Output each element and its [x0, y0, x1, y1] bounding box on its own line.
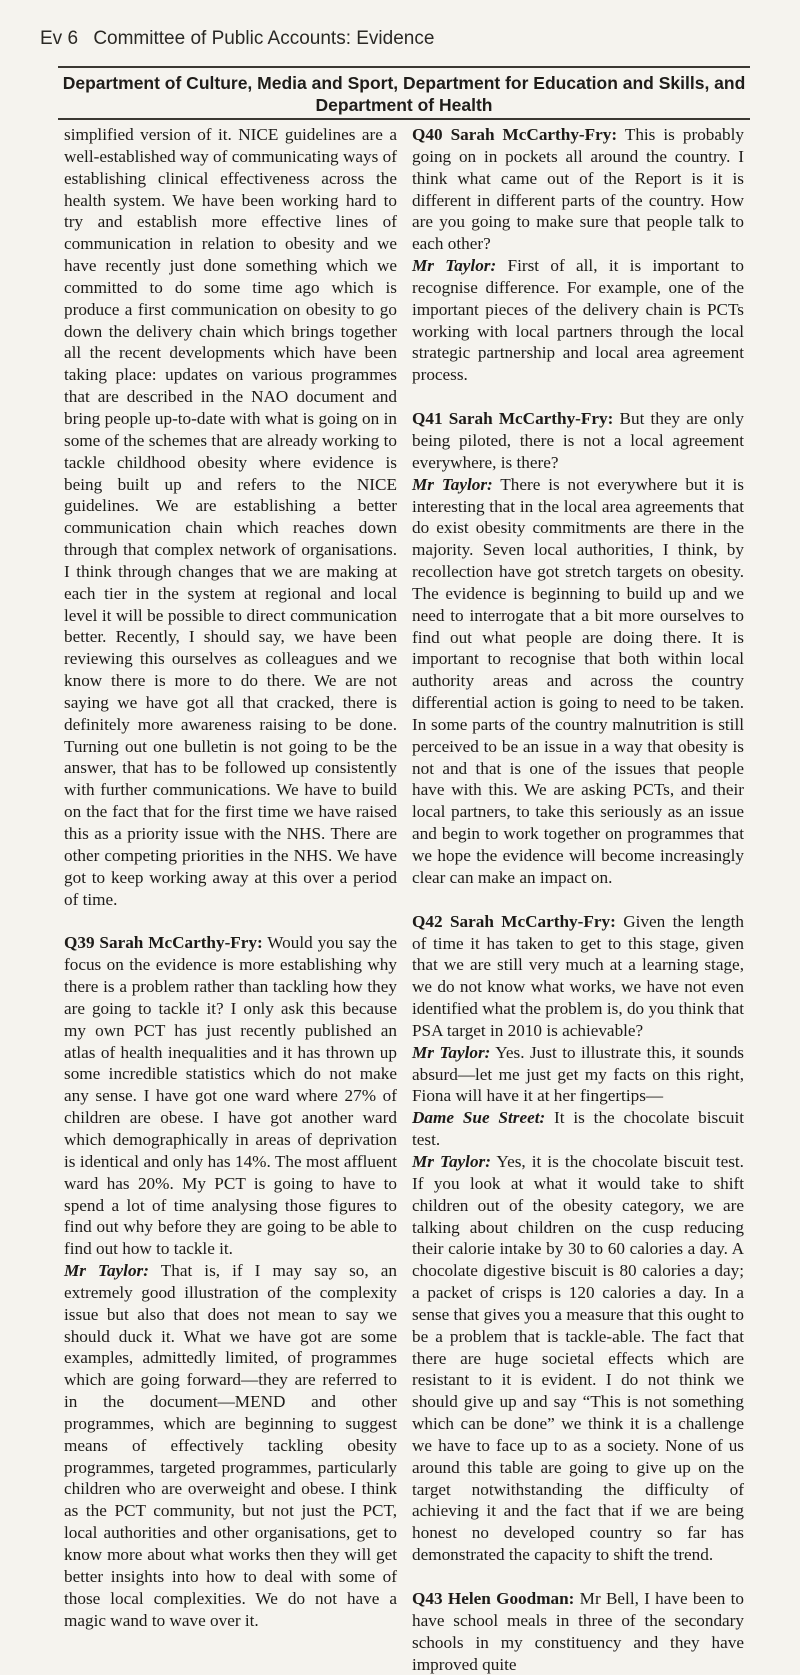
paragraph-gap: [412, 889, 744, 911]
question-43-label: Q43 Helen Goodman:: [412, 1589, 575, 1608]
answer-41-text: There is not everywhere but it is interesting that in the local area agreements that do exist obesity commitments are there in the majority. Seven local authorities, I think, by recollection have got stretch targets on obesity. The evidence is beginning to build up and we need to interrogate that a bit more ourselves to find out what people are doing there. It is important to recognise that both within local authority areas and across the country differential action is going to need to be taken. In some parts of the country malnutrition is still perceived to be an issue in a way that obesity is not and that is one of the issues that people have with this. We are asking PCTs, and their local partners, to take this seriously as an issue and begin to work together on programmes that we hope the evidence will become increasingly clear can make an impact on.: [412, 474, 744, 887]
left-column: [64, 124, 397, 1631]
answer-39: [64, 1260, 397, 1631]
witness-taylor-label: Mr Taylor:: [412, 474, 493, 494]
answer-continued: simplified version of it. NICE guidelines are a well-established way of communicating ways of establishing clinical effectiveness across the health system. We have been working hard to try and establish more effective lines of communication in relation to obesity and we have recently just done something which we committed to do some time ago which is produce a first communication on obesity to go down the delivery chain which brings together all the recent developments which have been taking place: updates on various programmes that are described in the NAO document and bring people up-to-date with what is going on in some of the schemes that are already working to tackle childhood obesity where evidence is being built up and refers to the NICE guidelines. We are establishing a better communication chain which reaches down through that complex network of organisations. I think through changes that we are making at each tier in the system at regional and local level it will be possible to direct communication better. Recently, I should say, we have been reviewing this ourselves as colleagues and we know there is more to do there. We are not saying we have got all that cracked, there is definitely more awareness raising to be done. Turning out one bulletin is not going to be the answer, that has to be followed up consistently with further communications. We have to build on the fact that for the first time we have raised this as a priority issue with the NHS. There are other competing priorities in the NHS. We have got to keep working away at this over a period of time.: [64, 125, 397, 909]
question-40-text: This is probably going on in pockets all around the country. I think what came out of the Report is it is different in different parts of the country. How are you going to make sure that people talk to each other?: [412, 125, 744, 254]
answer-42-continued: [412, 1151, 744, 1566]
question-40-label: Q40 Sarah McCarthy-Fry:: [412, 125, 618, 144]
question-41: [412, 408, 744, 474]
right-column: [412, 124, 744, 1675]
question-42: [412, 911, 744, 1042]
question-39-text: Would you say the focus on the evidence is more establishing why there is a problem rather than tackling how they are going to tackle it? I only ask this because my own PCT has just recently published an atlas of health inequalities and it has thrown up some incredible statistics which do not make any sense. I have got one ward where 27% of children are obese. I have got another ward which demographically in areas of deprivation is identical and only has 14%. The most affluent ward has 20%. My PCT is going to have to spend a lot of time analysing those figures to find out why before they are going to be able to find out how to tackle it.: [64, 933, 397, 1259]
witness-street-label: Dame Sue Street:: [412, 1108, 546, 1128]
question-43: [412, 1588, 744, 1675]
answer-41: [412, 474, 744, 889]
evidence-page-number: Ev 6: [40, 28, 79, 49]
committee-title: Committee of Public Accounts: Evidence: [93, 28, 435, 49]
witness-taylor-label: Mr Taylor:: [64, 1261, 149, 1281]
witness-taylor-label: Mr Taylor:: [412, 1042, 491, 1062]
answer-39-text: That is, if I may say so, an extremely good illustration of the complexity issue but also that does not mean to say we should duck it. What we have got are some examples, admittedly limited, of programmes which are going forward—they are referred to in the document—MEND and other programmes, which are beginning to suggest means of effectively tackling obesity programmes, targeted programmes, particularly children who are overweight and obese. I think as the PCT community, but not just the PCT, local authorities and other organisations, get to know more about what works then they will get better insights into how to deal with some of those local complexities. We do not have a magic wand to wave over it.: [64, 1261, 397, 1630]
header-rule-bottom: [58, 118, 750, 120]
answer-42-street-text: It is the chocolate biscuit test.: [412, 1108, 745, 1150]
answer-42-text: Yes. Just to illustrate this, it sounds absurd—let me just get my facts on this right, Fiona will have it at her fingertips—: [412, 1042, 744, 1106]
question-42-label: Q42 Sarah McCarthy-Fry:: [412, 911, 616, 931]
answer-40: [412, 255, 744, 386]
question-42-text: Given the length of time it has taken to get to this stage, given that we are still very much at a learning stage, we do not know what works, we have not even identified what the problem is, do you think that PSA target in 2010 is achievable?: [412, 911, 744, 1040]
answer-40-text: First of all, it is important to recognise difference. For example, one of the important pieces of the delivery chain is PCTs working with local partners through the local strategic partnership and local area agreement process.: [412, 256, 744, 385]
paragraph-gap: [64, 910, 397, 932]
witness-taylor-label: Mr Taylor:: [412, 256, 497, 276]
question-41-label: Q41 Sarah McCarthy-Fry:: [412, 409, 614, 429]
question-39-label: Q39 Sarah McCarthy-Fry:: [64, 933, 263, 953]
question-41-text: But they are only being piloted, there is not a local agreement everywhere, is there?: [412, 409, 744, 472]
answer-42-continued-text: Yes, it is the chocolate biscuit test. If you look at what it would take to shift children out of the obesity category, we are talking about children on the cusp reducing their calorie intake by 30 to 60 calories a day. A chocolate digestive biscuit is 80 calories a day; a packet of crisps is 120 calories a day. In a sense that gives you a measure that this ought to be a problem that is tackle-able. The fact that there are huge societal effects which are resistant to it is evident. I do not think we should give up and say “This is not something which can be done” we think it is a challenge we have to face up to as a society. None of us around this table are going to give up on the target notwithstanding the difficulty of achieving it and the fact that if we are being honest no developed country so far has demonstrated the capacity to shift the trend.: [412, 1151, 744, 1565]
question-43-text: Mr Bell, I have been to have school meals in three of the secondary schools in my constituency and they have improved quite: [412, 1589, 744, 1674]
paragraph-gap: [412, 1566, 744, 1588]
answer-42: [412, 1042, 744, 1108]
question-39: [64, 932, 397, 1260]
running-head: [40, 28, 434, 50]
departments-heading: Department of Culture, Media and Sport, Department for Education and Skills, and Department of Health: [62, 73, 746, 115]
question-40: [412, 124, 744, 255]
answer-42-street: [412, 1107, 744, 1151]
witness-taylor-label: Mr Taylor:: [412, 1151, 491, 1171]
paragraph-gap: [412, 386, 744, 408]
header-rule-top: [58, 66, 750, 68]
